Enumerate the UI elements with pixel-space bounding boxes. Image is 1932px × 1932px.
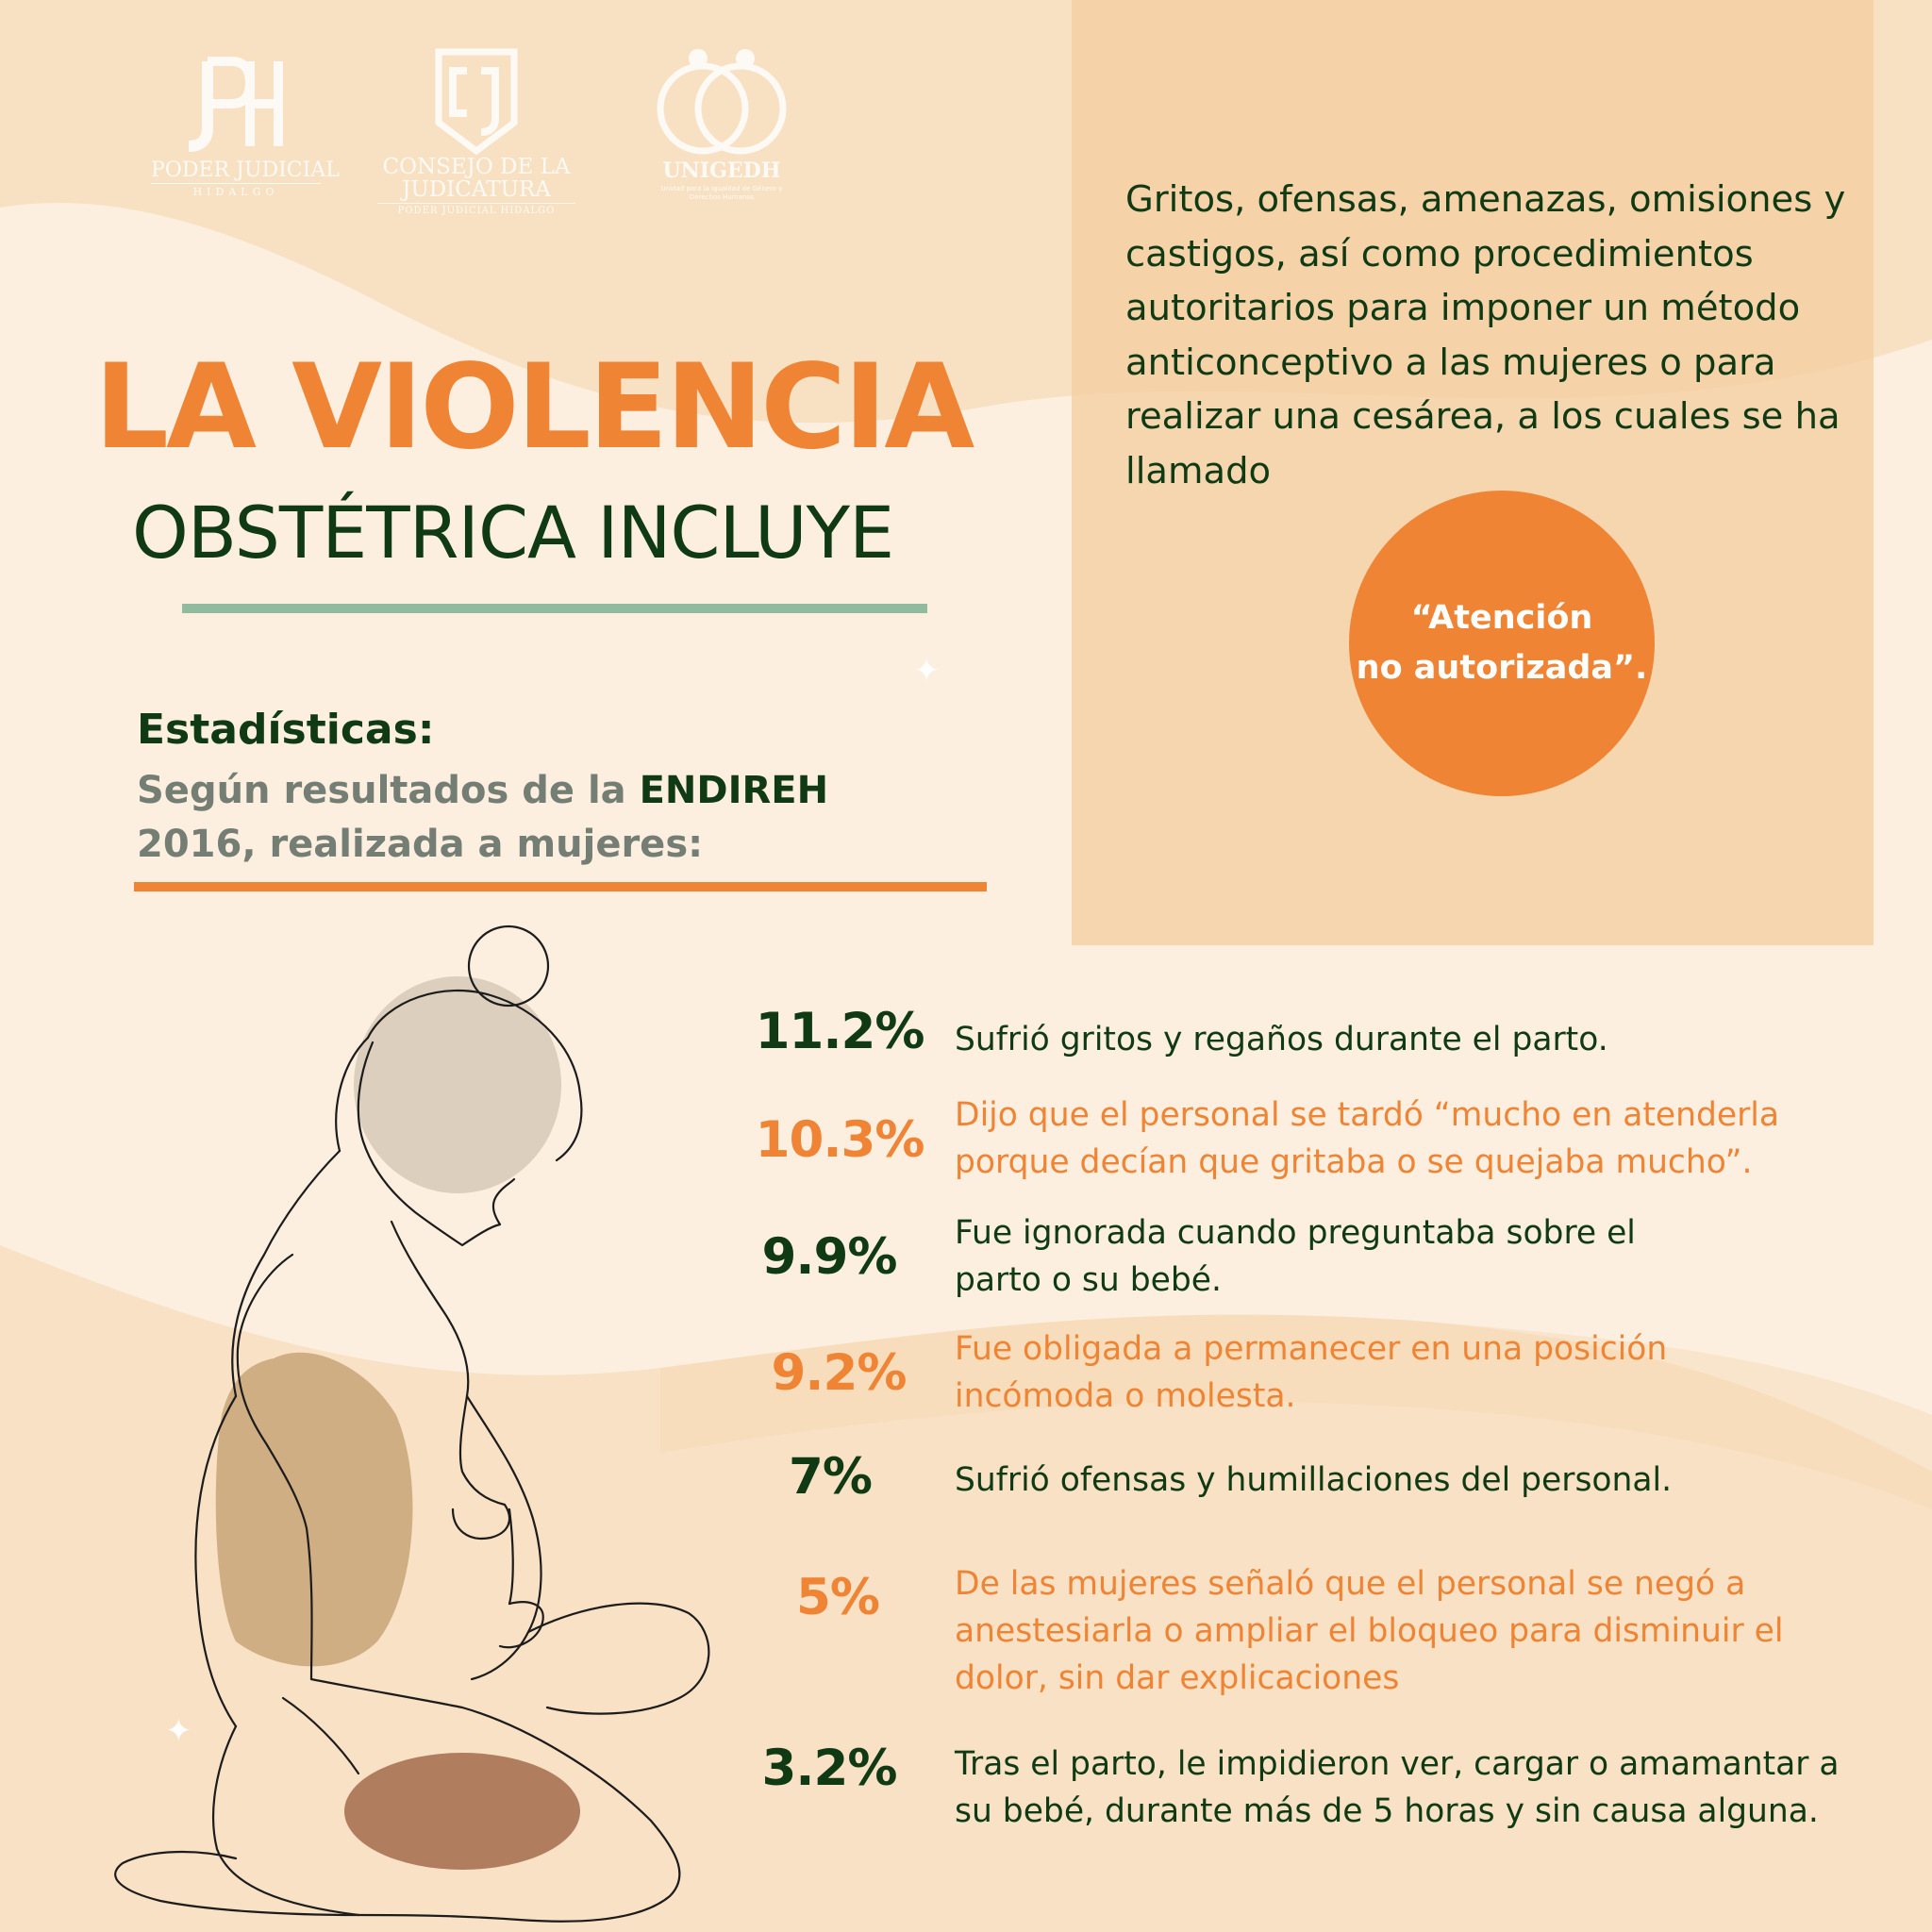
logo-name: PODER JUDICIAL [151, 158, 340, 182]
quote-line-2: no autorizada”. [1356, 649, 1648, 687]
stat-percent: 10.3% [755, 1111, 924, 1169]
stat-percent: 7% [789, 1448, 872, 1506]
poder-judicial-logo [151, 47, 340, 198]
sparkle-icon: ✦ [913, 652, 941, 690]
stat-description: De las mujeres señaló que el personal se negó a anestesiarla o ampliar el bloqueo para disminuir el dolor, sin dar explicaciones [955, 1565, 1784, 1697]
stats-sub-after: 2016, realizada a mujeres: [137, 823, 704, 866]
stats-sub-before: Según resultados de la [137, 769, 640, 812]
page-subtitle: OBSTÉTRICA INCLUYE [132, 491, 894, 575]
logo-name: UNIGEDH [662, 158, 781, 183]
logo-name: CONSEJO DE LA JUDICATURA [382, 155, 571, 202]
stats-sub-highlight: ENDIREH [639, 769, 829, 812]
stat-description: Sufrió gritos y regaños durante el parto. [955, 1021, 1608, 1058]
stats-subheading [137, 764, 873, 872]
stats-heading: Estadísticas: [137, 706, 435, 754]
panel-text: Gritos, ofensas, amenazas, omisiones y castigos, así como procedimientos autoritarios para imponer un método anticonceptivo a las mujeres o para realizar una cesárea, a los cuales se ha llamado [1125, 178, 1846, 492]
stats-divider [134, 882, 987, 891]
stat-percent: 5% [796, 1569, 879, 1626]
title-divider [182, 604, 927, 613]
stat-description: Fue obligada a permanecer en una posición incómoda o molesta. [955, 1330, 1668, 1415]
unigedh-logo [641, 47, 802, 202]
stat-description: Dijo que el personal se tardó “mucho en atenderla porque decían que gritaba o se quejaba mucho”. [955, 1096, 1779, 1181]
stat-description: Sufrió ofensas y humillaciones del personal. [955, 1461, 1673, 1499]
stat-description: Fue ignorada cuando preguntaba sobre el parto o su bebé. [955, 1214, 1636, 1299]
pj-logo-icon [179, 47, 292, 160]
stat-percent: 11.2% [755, 1003, 924, 1060]
stat-percent: 9.2% [771, 1344, 907, 1402]
sparkle-icon: ✦ [165, 1712, 192, 1750]
consejo-judicatura-logo [377, 47, 575, 216]
stat-percent: 9.9% [761, 1228, 897, 1286]
logo-sub: Unidad para la Igualdad de Género y Derechos Humanos [660, 185, 783, 201]
stat-description: Tras el parto, le impidieron ver, cargar o amamantar a su bebé, durante más de 5 horas y sin causa alguna. [955, 1745, 1840, 1830]
quote-text [1357, 593, 1648, 693]
quote-circle [1349, 491, 1655, 796]
page-title: LA VIOLENCIA [94, 340, 973, 475]
logo-sub: HIDALGO [151, 183, 321, 198]
quote-line-1: “Atención [1410, 599, 1593, 637]
cj-logo-icon [429, 47, 524, 156]
pregnant-woman-illustration [57, 924, 736, 1924]
stat-percent: 3.2% [761, 1740, 897, 1797]
unigedh-logo-icon [651, 47, 792, 160]
logo-sub: PODER JUDICIAL HIDALGO [377, 203, 575, 216]
